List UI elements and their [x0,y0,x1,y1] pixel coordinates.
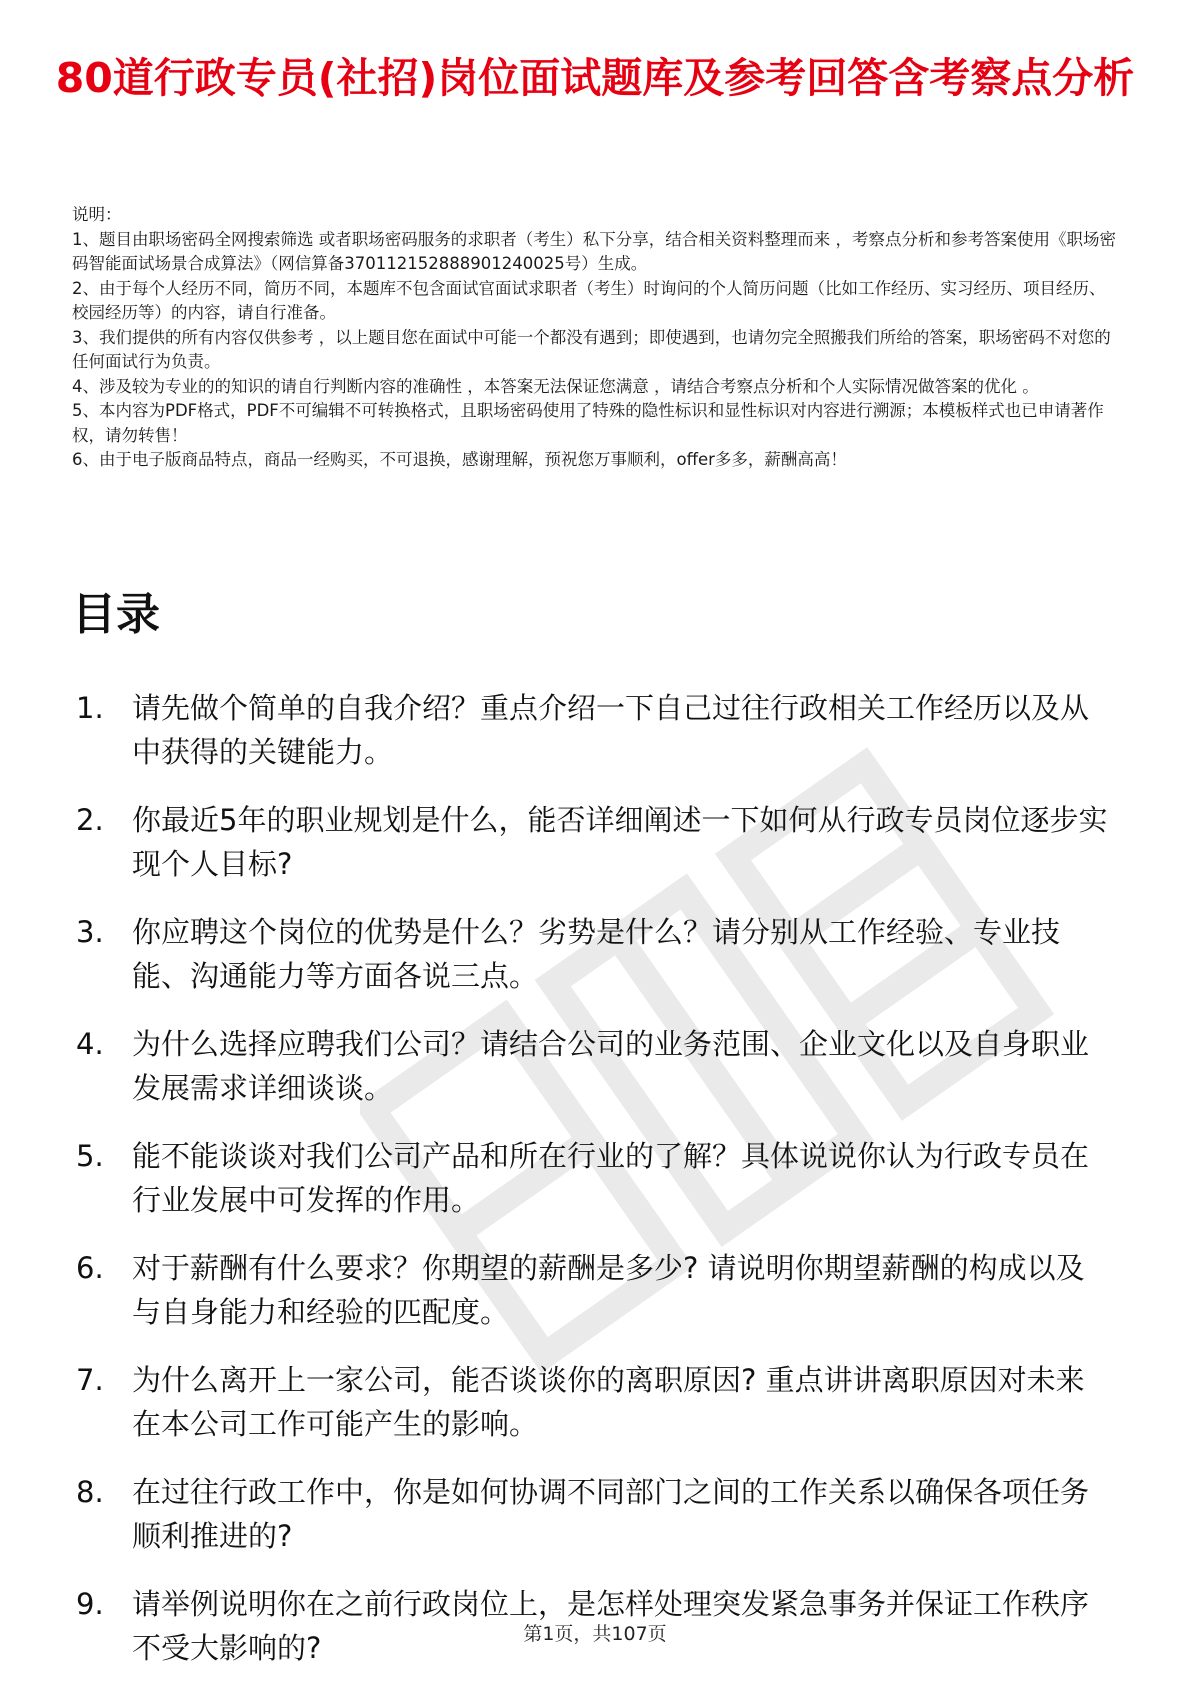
question-item-7 [72,1358,1132,1446]
notes-item-1: 1、题目由职场密码全网搜索筛选 或者职场密码服务的求职者（考生）私下分享，结合相关资料整理而来 ，考察点分析和参考答案使用《职场密码智能面试场景合成算法》（网信算备370112152888901240025号）生成。 [72,229,1116,273]
question-number: 1. [76,691,104,725]
question-item-8 [72,1470,1132,1558]
question-item-5 [72,1134,1132,1222]
toc-heading: 目录 [72,589,160,640]
question-number: 4. [76,1027,104,1061]
question-text: 为什么离开上一家公司，能否谈谈你的离职原因? 重点讲讲离职原因对未来在本公司工作可能产生的影响。 [132,1363,1085,1441]
question-number: 2. [76,803,104,837]
question-list [72,686,1132,1694]
question-number: 5. [76,1139,104,1173]
question-text: 你应聘这个岗位的优势是什么？劣势是什么？请分别从工作经验、专业技能、沟通能力等方面各说三点。 [132,915,1061,993]
question-item-3 [72,910,1132,998]
notes-item-2: 2、由于每个人经历不同，简历不同，本题库不包含面试官面试求职者（考生）时询问的个人简历问题（比如工作经历、实习经历、项目经历、校园经历等）的内容，请自行准备。 [72,278,1106,322]
notes-heading: 说明： [72,205,122,224]
question-number: 9. [76,1587,104,1621]
question-text: 在过往行政工作中，你是如何协调不同部门之间的工作关系以确保各项任务顺利推进的? [132,1475,1090,1553]
question-text: 你最近5年的职业规划是什么，能否详细阐述一下如何从行政专员岗位逐步实现个人目标? [132,803,1108,881]
question-text: 为什么选择应聘我们公司？请结合公司的业务范围、企业文化以及自身职业发展需求详细谈谈。 [132,1027,1090,1105]
notes-item-3: 3、我们提供的所有内容仅供参考 ，以上题目您在面试中可能一个都没有遇到；即使遇到，也请勿完全照搬我们所给的答案，职场密码不对您的任何面试行为负责。 [72,327,1111,371]
question-number: 3. [76,915,104,949]
question-item-4 [72,1022,1132,1110]
document-title: 80道行政专员(社招)岗位面试题库及参考回答含考察点分析 [55,54,1135,102]
question-text: 能不能谈谈对我们公司产品和所在行业的了解？具体说说你认为行政专员在行业发展中可发挥的作用。 [132,1139,1090,1217]
question-item-2 [72,798,1132,886]
question-item-1 [72,686,1132,774]
notes-item-4: 4、涉及较为专业的的知识的请自行判断内容的准确性 ，本答案无法保证您满意 ，请结合考察点分析和个人实际情况做答案的优化 。 [72,376,1039,396]
notes-section [72,203,1120,473]
page-footer: 第1页，共107页 [523,1623,667,1645]
question-text: 对于薪酬有什么要求？你期望的薪酬是多少? 请说明你期望薪酬的构成以及与自身能力和经验的匹配度。 [132,1251,1085,1329]
question-item-6 [72,1246,1132,1334]
question-text: 请举例说明你在之前行政岗位上，是怎样处理突发紧急事务并保证工作秩序不受大影响的? [132,1587,1090,1665]
question-number: 8. [76,1475,104,1509]
question-text: 请先做个简单的自我介绍？重点介绍一下自己过往行政相关工作经历以及从中获得的关键能力。 [132,691,1090,769]
question-number: 7. [76,1363,104,1397]
notes-item-5: 5、本内容为PDF格式，PDF不可编辑不可转换格式，且职场密码使用了特殊的隐性标识和显性标识对内容进行溯源；本模板样式也已申请著作权，请勿转售！ [72,401,1104,445]
question-number: 6. [76,1251,104,1285]
notes-item-6: 6、由于电子版商品特点，商品一经购买，不可退换，感谢理解，预祝您万事顺利，offer多多，薪酬高高！ [72,450,847,469]
